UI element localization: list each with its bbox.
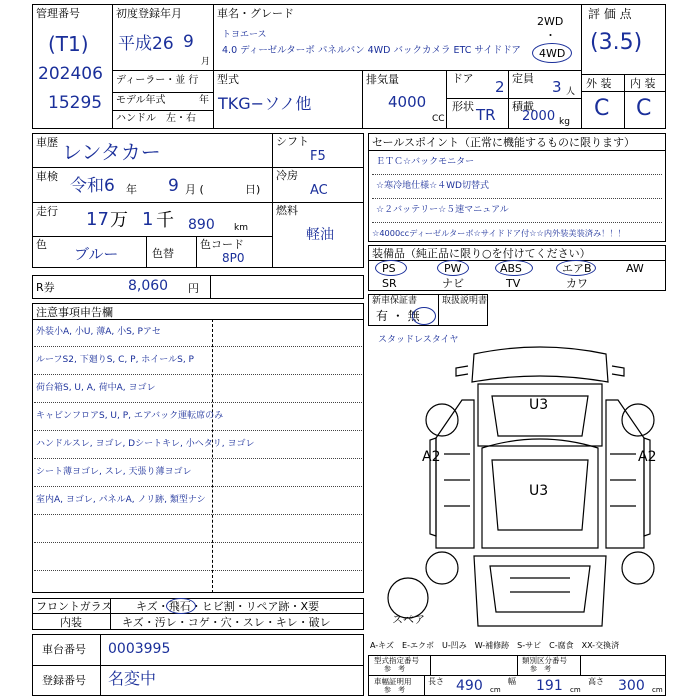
inspection-era: 令和6: [70, 176, 115, 196]
front-glass-circle: [166, 598, 196, 614]
capacity: 3: [552, 78, 562, 96]
sales-points-label: セールスポイント（正常に機能するものに限ります）: [372, 136, 636, 149]
sales-point-1: ＥＴＣ☆バックモニター: [376, 157, 475, 167]
width-unit: cm: [570, 686, 581, 694]
mileage-rest: 890: [188, 217, 215, 233]
kanri-code: (T1): [48, 32, 89, 56]
equip-abs-circle: [495, 260, 533, 276]
drive-4wd: 4WD: [539, 47, 566, 60]
width-value: 191: [536, 678, 563, 694]
interior-grade: C: [636, 96, 652, 121]
note-3: 荷台箱S, U, A, 荷中A, ヨゴレ: [36, 383, 156, 393]
model-designation-ref: 参 考: [384, 665, 405, 673]
mileage-sen-unit: 千: [156, 210, 174, 231]
color-change-label: 色替: [152, 247, 174, 260]
damage-legend: A-キズ E-エクボ U-凹み W-補修跡 S-サビ C-腐食 XX-交換済: [370, 641, 620, 650]
equip-abs: ABS: [500, 262, 522, 275]
car-grade: 4.0 ディーゼルターボ パネルバン 4WD バックカメラ ETC サイドドア: [222, 45, 521, 56]
note-7: 室内A, ヨゴレ, パネルA, ノリ跡, 類型ナシ: [36, 495, 206, 505]
note-1: 外装小A, 小U, 薄A, 小S, Pアセ: [36, 327, 161, 337]
load-capacity: 2000: [522, 109, 556, 124]
recycle-label: R券: [36, 281, 55, 294]
length-label: 長さ: [428, 677, 444, 686]
recycle-unit: 円: [188, 282, 199, 295]
body-type-label: 形状: [452, 100, 474, 113]
tire-note: スタッドレスタイヤ: [378, 335, 459, 345]
length-unit: cm: [490, 686, 501, 694]
front-glass-options: キズ・飛石・ヒビ割・リペア跡・X要: [136, 600, 320, 613]
model-year-unit: 年: [199, 95, 209, 106]
wheel-rear-right: [622, 552, 654, 584]
equip-navi: ナビ: [442, 277, 464, 290]
evaluation-score: (3.5): [590, 30, 643, 55]
kanri-number-2: 15295: [48, 93, 103, 113]
equip-pw: PW: [444, 262, 462, 275]
capacity-label: 定員: [512, 72, 534, 85]
sales-point-4: ☆4000ccディーゼルターボ☆サイドドア付☆☆内外装美装済み！！！: [372, 228, 626, 238]
drive-2wd: 2WD: [537, 15, 564, 28]
load-capacity-label: 積載: [512, 100, 534, 113]
equip-aw: AW: [626, 262, 644, 275]
spare-label: スペア: [392, 613, 425, 626]
sales-point-2: ☆寒冷地仕様☆４WD切替式: [376, 181, 489, 191]
history-value: レンタカー: [62, 140, 161, 164]
equip-airbag-circle: [556, 260, 596, 276]
category-number-ref: 参 考: [530, 665, 551, 673]
chassis-label: 車台番号: [42, 643, 86, 656]
handle-label: ハンドル 左・右: [116, 113, 196, 124]
registration-value: 名変中: [108, 669, 157, 688]
recycle-value: 8,060: [128, 278, 169, 294]
history-label: 車歴: [36, 136, 58, 149]
width-label: 幅: [508, 677, 516, 686]
vehicle-certificate-ref: 参 考: [384, 686, 405, 694]
length-value: 490: [456, 678, 483, 694]
model-code-label: 型式: [217, 73, 239, 86]
height-value: 300: [618, 678, 645, 694]
equip-airbag: エアB: [562, 262, 592, 275]
door-count: 2: [495, 78, 505, 96]
mileage-man-unit: 万: [110, 210, 128, 231]
vehicle-certificate-label: 車幅証明用: [374, 677, 412, 686]
inspection-month-unit: 月 (: [185, 183, 204, 196]
wheel-front-left: [426, 404, 458, 436]
inspection-day-unit: 日): [245, 183, 261, 196]
diagram-top-outline: [472, 347, 608, 382]
displacement-label: 排気量: [366, 73, 399, 86]
note-4: キャビンフロアS, U, P, エアバック運転席のみ: [36, 411, 224, 421]
mileage-sen: 1: [142, 209, 154, 230]
note-5: ハンドルスレ, ヨゴレ, Dシートキレ, 小ヘタリ, ヨゴレ: [36, 439, 255, 449]
color-label: 色: [36, 238, 47, 251]
equip-pw-circle: [437, 260, 469, 276]
note-2: ルーフS2, 下廻りS, C, P, ホイールS, P: [36, 355, 194, 365]
wheel-rear-left: [426, 552, 458, 584]
dealer-label: ディーラー・並 行: [116, 75, 199, 86]
spare-tire: [388, 578, 428, 618]
car-name: トヨエース: [222, 30, 267, 40]
warranty-value: 有 ・ 無: [376, 309, 420, 323]
exterior-grade: C: [594, 96, 610, 121]
capacity-unit: 人: [566, 87, 576, 97]
category-number-label: 類別区分番号: [522, 656, 567, 665]
damage-mark-center: U3: [529, 483, 549, 499]
month-unit: 月: [201, 57, 211, 67]
car-name-label: 車名・グレード: [217, 7, 294, 20]
model-code: TKG−ソノ他: [218, 94, 312, 113]
mileage-unit: km: [234, 223, 248, 233]
wheel-front-right: [622, 404, 654, 436]
damage-mark-right: A2: [638, 449, 657, 465]
evaluation-label: 評 価 点: [588, 7, 632, 21]
first-registration-month: 9: [183, 32, 194, 52]
vehicle-diagram: [370, 330, 666, 630]
color-code-label: 色コード: [200, 238, 244, 251]
damage-mark-top: U3: [529, 397, 549, 413]
displacement-unit: CC: [432, 114, 445, 124]
height-unit: cm: [652, 686, 663, 694]
height-label: 高さ: [588, 677, 604, 686]
cooler-label: 冷房: [276, 169, 298, 182]
shift-label: シフト: [276, 135, 309, 148]
front-glass-label: フロントガラス: [36, 600, 113, 613]
equip-leather: カワ: [566, 277, 588, 290]
equip-ps-circle: [375, 260, 407, 276]
mileage-label: 走行: [36, 205, 58, 218]
manual-label: 取扱説明書: [442, 296, 488, 306]
first-registration-label: 初度登録年月: [116, 7, 182, 20]
chassis-number: 0003995: [108, 641, 171, 657]
drive-separator: ・: [545, 29, 556, 42]
equip-tv: TV: [506, 277, 521, 290]
registration-label: 登録番号: [42, 674, 86, 687]
sales-point-3: ☆２バッテリー☆５速マニュアル: [376, 205, 509, 215]
inspection-label: 車検: [36, 170, 58, 183]
warranty-label: 新車保証書: [372, 296, 418, 306]
first-registration-era: 平成26: [118, 34, 174, 54]
body-type: TR: [476, 106, 496, 124]
model-designation-label: 型式指定番号: [374, 656, 419, 665]
warranty-circle: [412, 307, 436, 325]
equip-sr: SR: [382, 277, 397, 290]
kanri-number-1: 202406: [38, 64, 103, 84]
kanri-label: 管理番号: [36, 7, 80, 20]
interior-label: 内 装: [630, 77, 656, 90]
cooler-value: AC: [310, 183, 328, 198]
drive-4wd-circle: [532, 43, 572, 63]
color-code: 8P0: [222, 251, 245, 265]
mileage-man: 17: [86, 209, 109, 230]
interior-condition-options: キズ・汚レ・コゲ・穴・スレ・キレ・破レ: [122, 616, 331, 629]
door-label: ドア: [452, 72, 474, 85]
color-value: ブルー: [74, 245, 119, 263]
model-year-label: モデル年式: [116, 95, 166, 106]
shift-value: F5: [310, 149, 326, 164]
fuel-label: 燃料: [276, 204, 298, 217]
inspection-year-unit: 年: [126, 183, 137, 196]
load-capacity-unit: kg: [559, 117, 570, 127]
equip-ps: PS: [382, 262, 396, 275]
equipment-label: 装備品（純正品に限り○を付けてください）: [372, 247, 591, 260]
displacement: 4000: [388, 93, 427, 111]
notes-label: 注意事項申告欄: [36, 306, 113, 319]
inspection-month: 9: [168, 176, 179, 196]
note-6: シート薄ヨゴレ, スレ, 天張り薄ヨゴレ: [36, 467, 192, 477]
fuel-value: 軽油: [306, 227, 334, 243]
interior-condition-label: 内装: [60, 616, 82, 629]
damage-mark-left: A2: [422, 449, 441, 465]
exterior-label: 外 装: [586, 77, 612, 90]
